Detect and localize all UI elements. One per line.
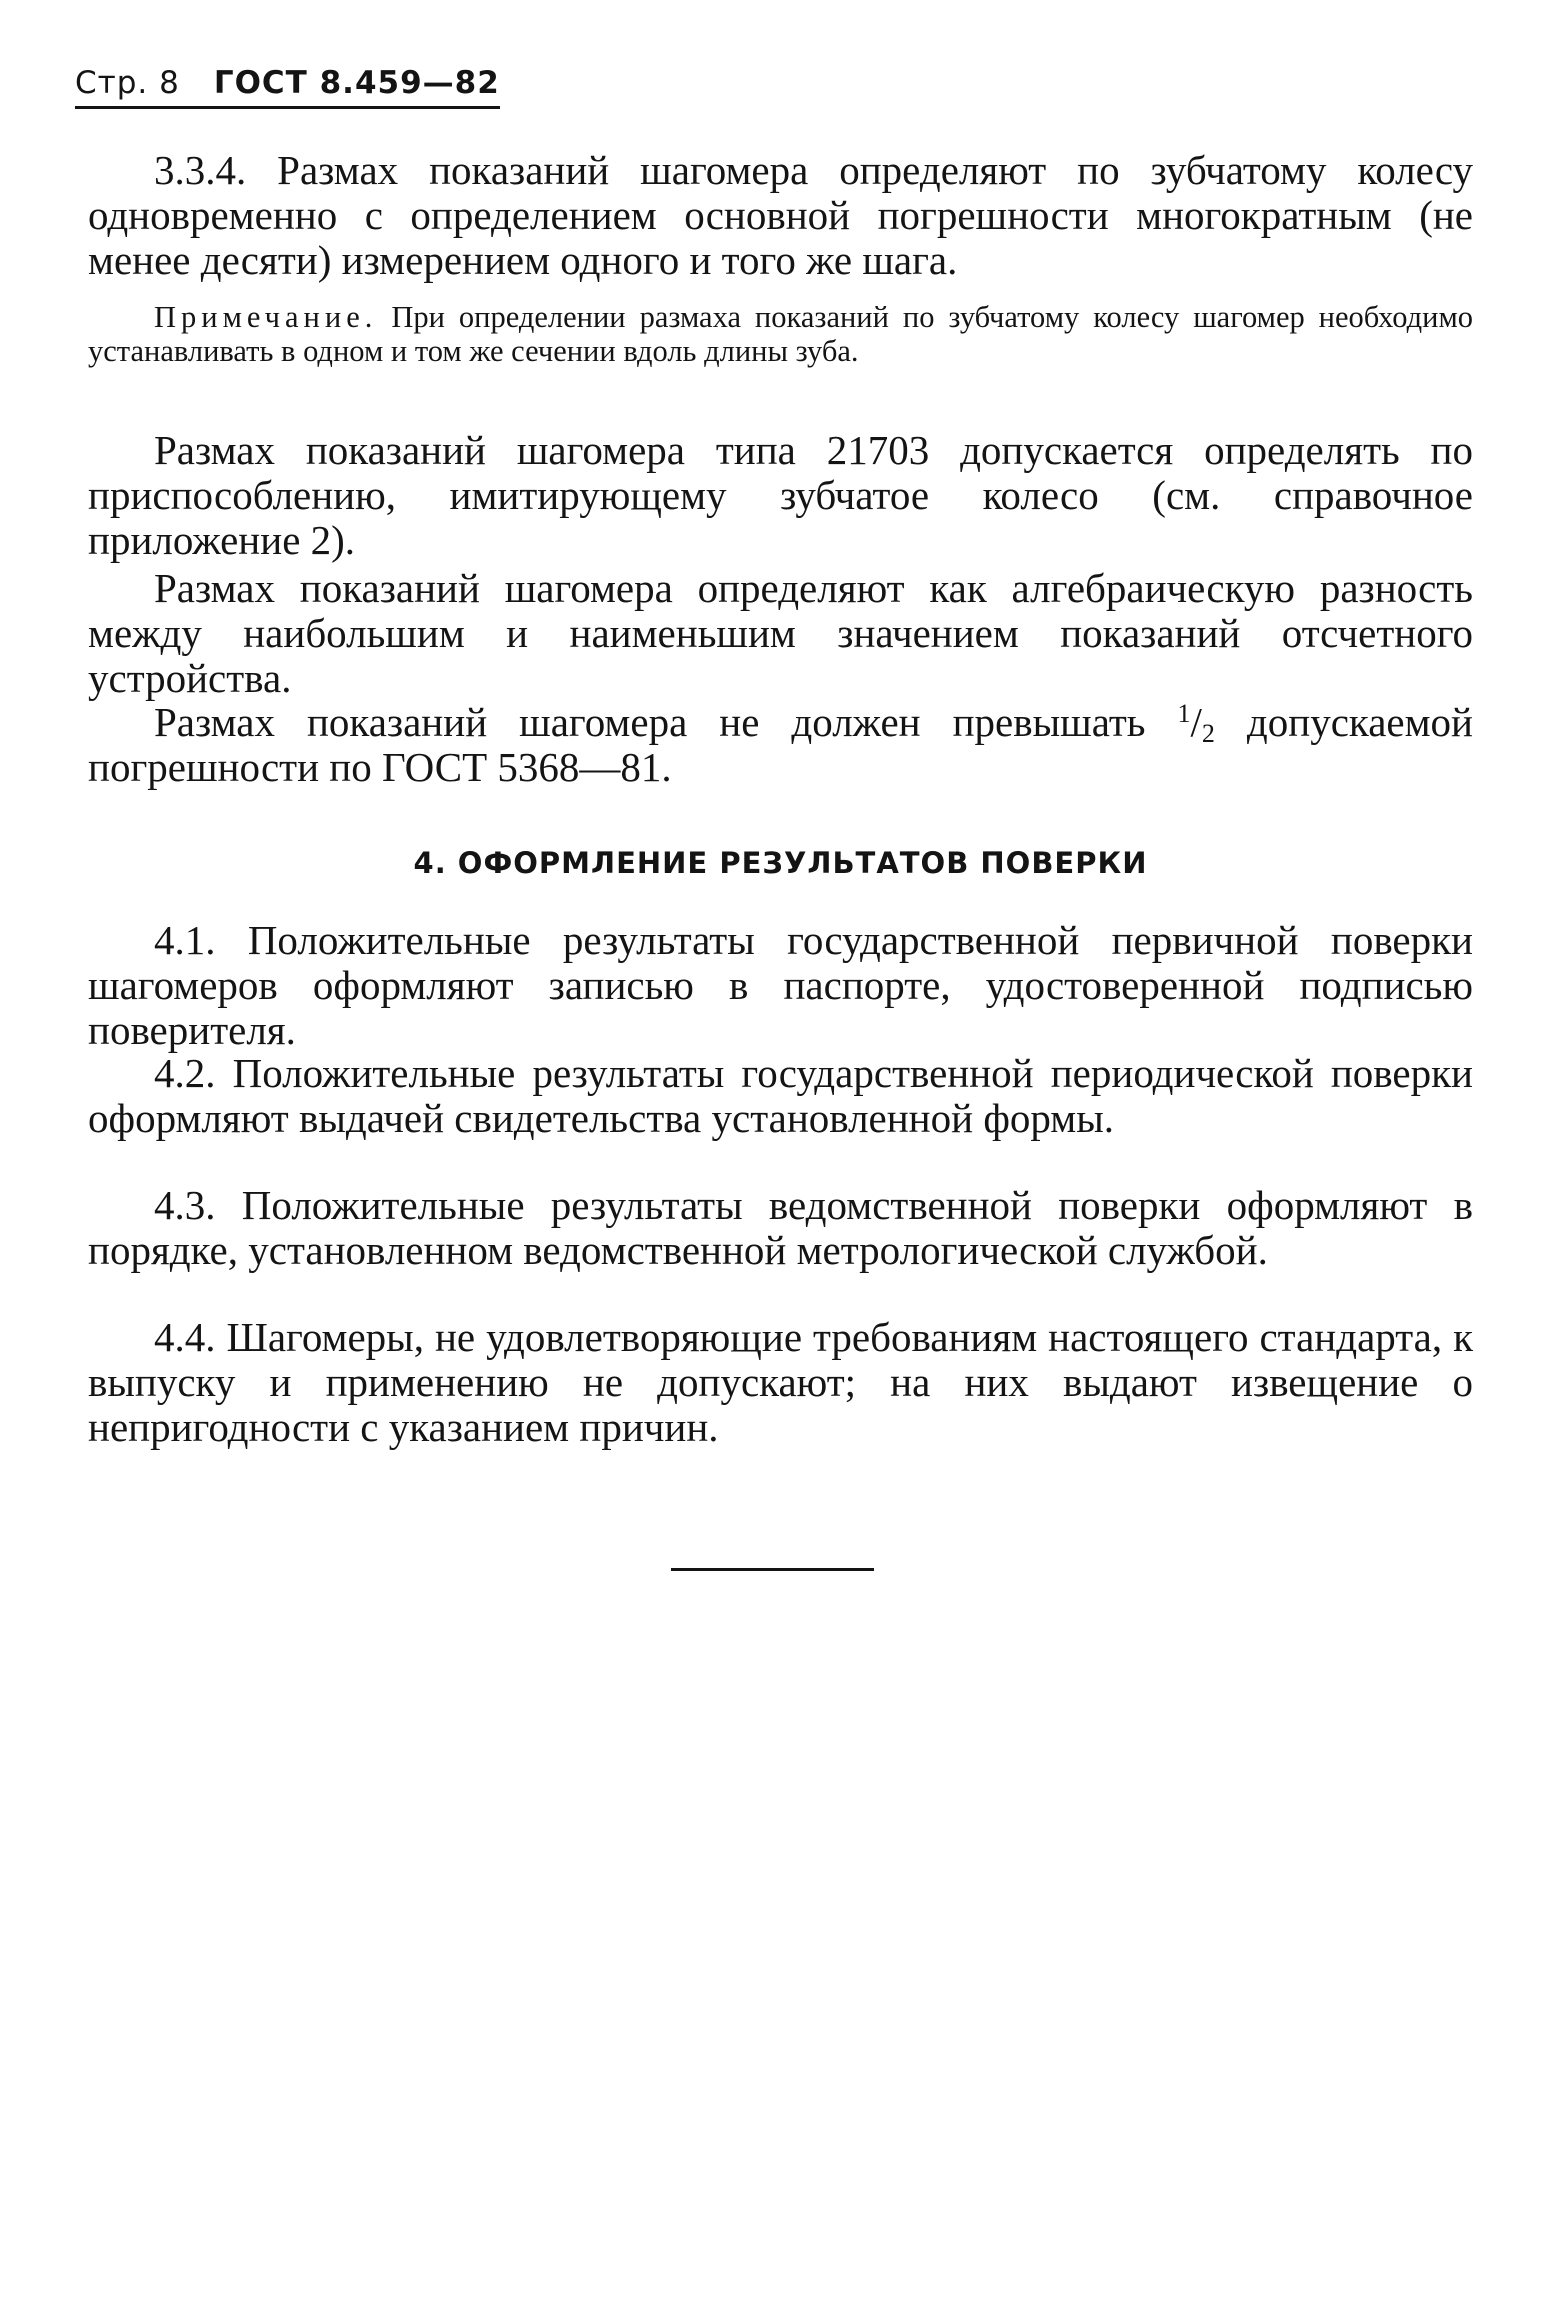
fraction-denominator: 2 xyxy=(1201,719,1215,748)
paragraph-4-2: 4.2. Положительные результаты государственной периодической поверки оформляют выдачей свидетельства установленной формы. xyxy=(88,1050,1473,1141)
standard-designation: ГОСТ 8.459—82 xyxy=(213,65,500,101)
paragraph-4-4: 4.4. Шагомеры, не удовлетворяющие требованиям настоящего стандарта, к выпуску и применению не допускают; на них выдают извещение о непригодности с указанием причин. xyxy=(88,1314,1473,1450)
range-limit-text-after: допускаемой погрешности по ГОСТ 5368—81. xyxy=(88,699,1474,790)
range-limit-text-before: Размах показаний шагомера не должен превышать xyxy=(154,699,1146,745)
paragraph-range-limit xyxy=(88,700,1473,790)
page-header xyxy=(75,66,500,109)
paragraph-algebraic-difference: Размах показаний шагомера определяют как алгебраическую разность между наибольшим и наименьшим значением показаний отсчетного устройства. xyxy=(88,565,1473,701)
fraction-one-half xyxy=(1177,699,1215,748)
note-text: При определении размаха показаний по зубчатому колесу шагомер необходимо устанавливать в одном и том же сечении вдоль длины зуба. xyxy=(88,300,1473,368)
paragraph-3-3-4: 3.3.4. Размах показаний шагомера определяют по зубчатому колесу одновременно с определением основной погрешности многократным (не менее десяти) измерением одного и того же шага. xyxy=(88,147,1473,283)
paragraph-21703: Размах показаний шагомера типа 21703 допускается определять по приспособлению, имитирующему зубчатое колесо (см. справочное приложение 2). xyxy=(88,427,1473,563)
paragraph-4-3: 4.3. Положительные результаты ведомственной поверки оформляют в порядке, установленном ведомственной метрологической службой. xyxy=(88,1182,1473,1273)
fraction-numerator: 1 xyxy=(1177,699,1191,728)
end-of-text-rule xyxy=(671,1568,874,1571)
paragraph-4-1: 4.1. Положительные результаты государственной первичной поверки шагомеров оформляют записью в паспорте, удостоверенной подписью поверителя. xyxy=(88,917,1473,1053)
page-number: Стр. 8 xyxy=(75,65,180,101)
section-4-title: 4. ОФОРМЛЕНИЕ РЕЗУЛЬТАТОВ ПОВЕРКИ xyxy=(413,846,1148,880)
note-label: Примечание. xyxy=(154,300,378,334)
note xyxy=(88,300,1473,368)
fraction-slash: / xyxy=(1190,699,1202,745)
